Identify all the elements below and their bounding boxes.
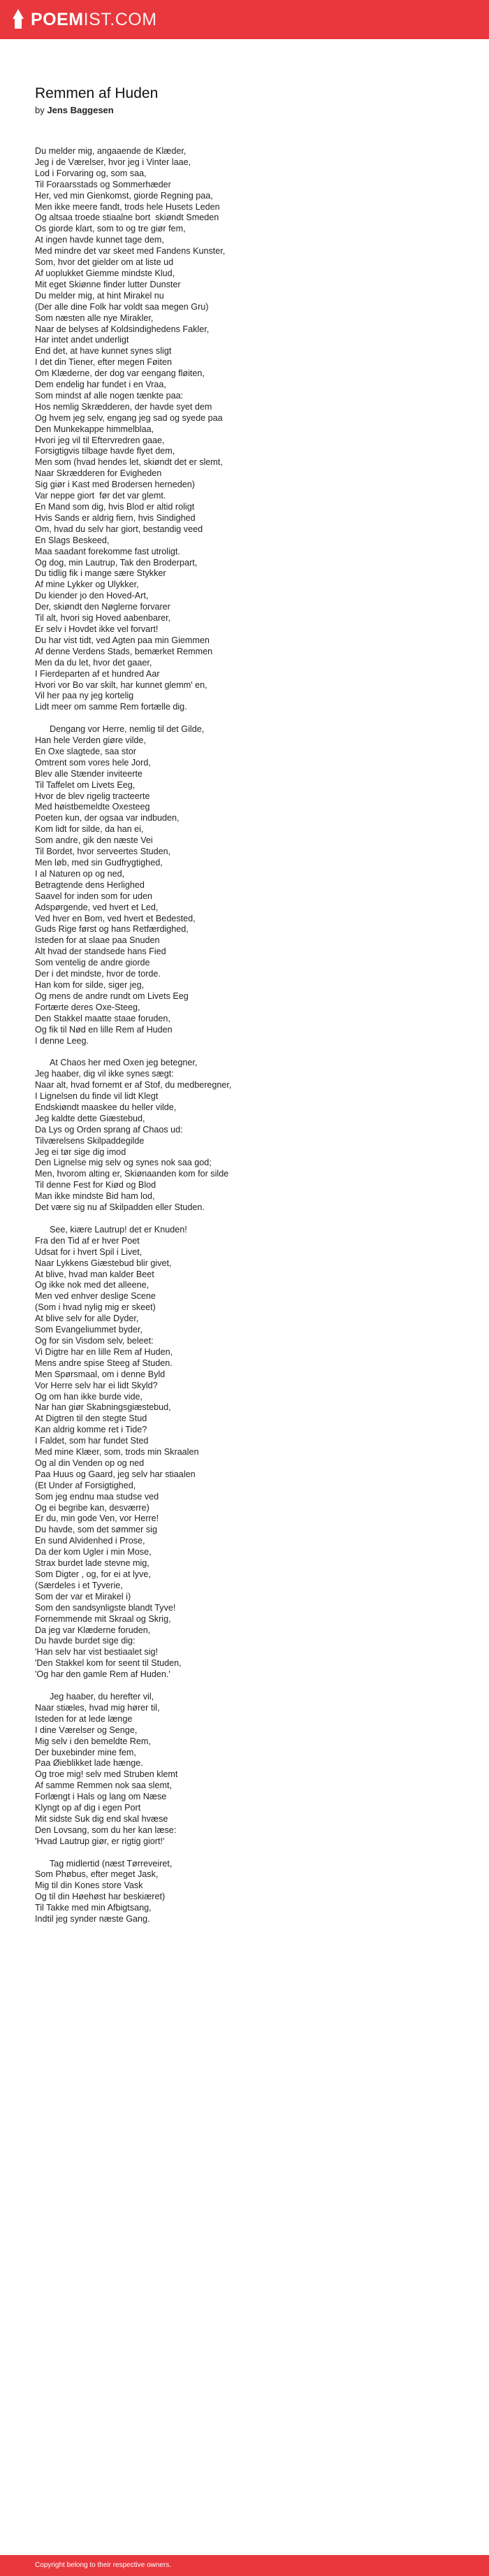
poem-title: Remmen af Huden <box>35 85 159 101</box>
poem-content <box>35 84 454 1925</box>
site-logo[interactable] <box>13 8 157 31</box>
logo-text-light: IST.COM <box>83 9 157 29</box>
site-header <box>0 0 489 39</box>
logo-text-bold: POEM <box>31 9 84 29</box>
author-link[interactable]: Jens Baggesen <box>47 105 114 115</box>
copyright-text: Copyright belong to their respective owners. <box>35 2561 172 2569</box>
logo-text <box>31 10 157 30</box>
pen-nib-icon <box>13 9 24 30</box>
by-label: by <box>35 105 45 115</box>
poem-text: Du melder mig, angaaende de Klæder, Jeg i de Værelser, hvor jeg i Vinter laae, Lod i Forvaring og, som saa, Til Foraarsstads og Sommerhæder Her, ved min Gienkomst, giorde Regning paa, Men ikke meere fandt, trods hele Husets Leden Og altsaa troede stiaalne bort skiøndt Smeden Os giorde klart, som to og tre giør fem, At ingen havde kunnet tage dem, Med mindre det var skeet med Fandens Kunster, Som, hvor det gielder om at liste ud Af uoplukket Giemme mindste Klud, Mit eget Skiønne finder lutter Dunster Du melder mig, at hint Mirakel nu (Der alle dine Folk har voldt saa megen Gru) Som næsten alle nye Mirakler, Naar de belyses af Koldsindighedens Fakler, Har intet andet underligt End det, at have kunnet synes sligt I det din Tiener, efter megen Føiten Om Klæderne, der dog var eengang fløiten, Dem endelig har fundet i en Vraa, Som mindst af alle nogen tænkte paa: Hos nemlig Skrædderen, der havde syet dem Og hvem jeg selv, engang jeg sad og syede paa Den Munkekappe himmelblaa, Hvori jeg vil til Eftervredren gaae, Forsigtigvis tilbage havde flyet dem, Men som (hvad hendes let, skiøndt det er slemt, Naar Skrædderen for Evigheden Sig giør i Kast med Brodersen herneden) Var neppe giort før det var glemt. En Mand som dig, hvis Blod er altid roligt Hvis Sands er aldrig fiern, hvis Sindighed Om, hvad du selv har giort, bestandig veed En Slags Beskeed, Maa saadant forekomme fast utroligt. Og dog, min Lautrup, Tak den Broderpart, Du tidlig fik i mange sære Stykker Af mine Lykker og Ulykker, Du kiender jo den Hoved-Art, Der, skiøndt den Nøglerne forvarer Til alt, hvori sig Hoved aabenbarer, Er selv i Hovdet ikke vel forvart! Du har vist tidt, ved Agten paa min Giemmen Af denne Verdens Stads, bemærket Remmen Men da du let, hvor det gaaer, I Fierdeparten af et hundred Aar Hvori vor Bo var skilt, har kunnet glemm' en, Vil her paa ny jeg kortelig Lidt meer om samme Rem fortælle dig. Dengang vor Herre, nemlig til det Gilde, Han hele Verden giøre vilde, En Oxe slagtede, saa stor Omtrent som vores hele Jord, Blev alle Stænder inviteerte Til Taffelet om Livets Eeg, Hvor de blev rigelig tracteerte Med høistbemeldte Oxesteeg Poeten kun, der ogsaa var indbuden, Kom lidt for silde, da han ei, Som andre, gik den næste Vei Til Bordet, hvor serveertes Studen, Men løb, med sin Gudfrygtighed, I al Naturen op og ned, Betragtende dens Herlighed Saavel for inden som for uden Adspørgende, ved hvert et Led, Ved hver en Bom, ved hvert et Bedested, Guds Rige først og hans Retfærdighed, Isteden for at slaae paa Snuden Alt hvad der standsede hans Fied Som ventelig de andre giorde Der i det mindste, hvor de torde. Han kom for silde, siger jeg, Og mens de andre rundt om Livets Eeg Fortærte deres Oxe-Steeg, Den Stakkel maatte staae foruden, Og fik til Nød en lille Rem af Huden I denne Leeg. At Chaos her med Oxen jeg betegner, Jeg haaber, dig vil ikke synes sægt: Naar alt, hvad fornemt er af Stof, du medberegner, I Lignelsen du finde vil lidt Klegt Endskiøndt maaskee du heller vilde, Jeg kaldte dette Giæstebud, Da Lys og Orden sprang af Chaos ud: Tilværelsens Skilpaddegilde Jeg ei tør sige dig imod Den Lignelse mig selv og synes nok saa god; Men, hvorom alting er, Skiønaanden kom for silde Til denne Fest for Kiød og Blod Man ikke mindste Bid ham lod, Det være sig nu af Skilpadden eller Studen. See, kiære Lautrup! det er Knuden! Fra den Tid af er hver Poet Udsat for i hvert Spil i Livet, Naar Lykkens Giæstebud blir givet, At blive, hvad man kalder Beet Og ikke nok med det alleene, Men ved enhver deslige Scene (Som i hvad nylig mig er skeet) At blive selv for alle Dyder, Som Evangeliummet byder, Og for sin Visdom selv, beleet: Vi Digtre har en lille Rem af Huden, Mens andre spise Steeg af Studen. Men Spørsmaal, om i denne Byld Vor Herre selv har ei lidt Skyld? Og om han ikke burde vide, Nar han giør Skabningsgiæstebud, At Digtren til den stegte Stud Kan aldrig komme ret i Tide? I Faldet, som har fundet Sted Med mine Klæer, som, trods min Skraalen Og al din Venden op og ned Paa Huus og Gaard, jeg selv har stiaalen (Et Under af Forsigtighed, Som jeg endnu maa studse ved Og ei begribe kan, desværre) Er du, min gode Ven, vor Herre! Du havde, som det sømmer sig En sund Alvidenhed i Prose, Da der kom Ugler i min Mose, Strax burdet lade stevne mig, Som Digter , og, for ei at lyve, (Særdeles i et Tyverie, Som der var et Mirakel i) Som den sandsynligste blandt Tyve! Fornemmende mit Skraal og Skrig, Da jeg var Klæderne foruden, Du havde burdet sige dig: 'Han selv har vist bestiaalet sig! 'Den Stakkel kom for seent til Studen, 'Og har den gamle Rem af Huden.' Jeg haaber, du herefter vil, Naar stiæles, hvad mig hører til, Isteden for at lede længe I dine Værelser og Senge, Mig selv i den bemeldte Rem, Der buxebinder mine fem, Paa Øieblikket lade hænge. Og troe mig! selv med Struben klemt Af samme Remmen nok saa slemt, Forlængt i Hals og lang om Næse Klyngt op af dig i egen Port Mit sidste Suk dig end skal hvæse Den Lovsang, som du her kan læse: 'Hvad Lautrup giør, er rigtig giort!' Tag midlertid (næst Tørreveiret, Som Phøbus, efter meget Jask, Mig til din Kones store Vask Og til din Høehøst har beskiæret) Til Takke med min Afbigtsang, Indtil jeg synder næste Gang. <box>35 146 232 1924</box>
poem-byline <box>35 105 454 115</box>
site-footer <box>0 2555 489 2576</box>
